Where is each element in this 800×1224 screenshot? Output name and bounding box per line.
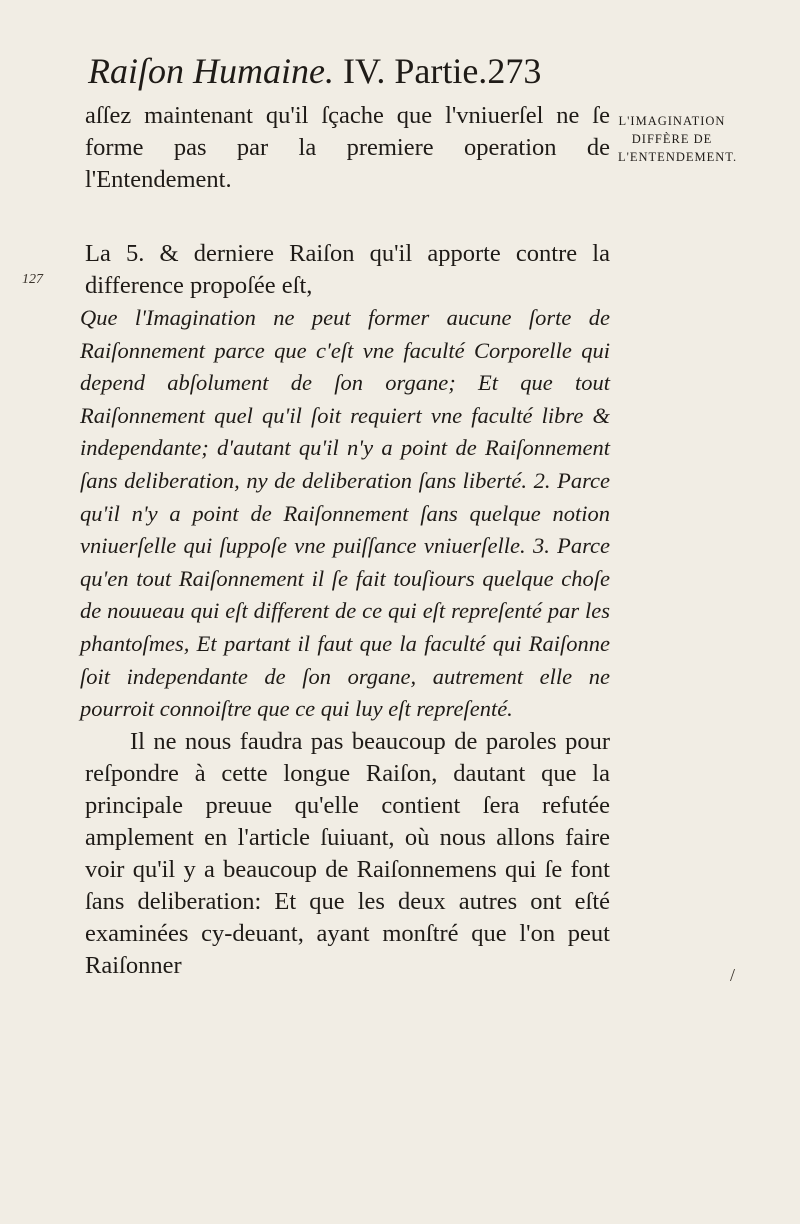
paragraph-2-intro: La 5. & derniere Raiſon qu'il apporte contre la difference propoſée eſt,	[85, 240, 610, 299]
page-number: 273	[487, 51, 542, 91]
part-label: IV. Partie.	[342, 51, 488, 91]
margin-note: L'IMAGINATION DIFFÈRE DE L'ENTENDEMENT.	[618, 114, 738, 164]
paragraph-3: Il ne nous faudra pas beaucoup de paroles pour reſpondre à cette longue Raiſon, dautant que la principale preuue qu'elle contient ſera refutée amplement en l'article ſuiuant, où nous allons faire voir qu'il y a beaucoup de Raiſonnemens qui ſe font ſans deliberation: Et que les deux autres ont eſté examinées cy-deuant, ayant monſtré que l'on peut Raiſonner	[85, 727, 610, 979]
paragraph-2-quotation: Que l'Imagination ne peut former aucune ſorte de Raiſonnement parce que c'eſt vne faculté Corporelle qui depend abſolument de ſon organe; Et que tout Raiſonnement quel qu'il ſoit requiert vne faculté libre & independante; d'autant qu'il n'y a point de Raiſonnement ſans deliberation, ny de deliberation ſans liberté. 2. Parce qu'il n'y a point de Raiſonnement ſans quelque notion vniuerſelle qui ſuppoſe vne puiſſance vniuerſelle. 3. Parce qu'en tout Raiſonnement il ſe fait touſiours quelque choſe de nouueau qui eſt different de ce qui eſt repreſenté par les phantoſmes, Et partant il faut que la faculté qui Raiſonne ſoit independante de ſon organe, autrement elle ne pourroit connoiſtre que ce qui luy eſt repreſenté.	[80, 305, 610, 722]
body-text	[40, 100, 610, 982]
margin-mark: /	[730, 965, 736, 985]
margin-number: 127	[22, 272, 43, 287]
paragraph-1: aſſez maintenant qu'il ſçache que l'vniuerſel ne ſe forme pas par la premiere operation de l'Entendement.	[85, 102, 610, 193]
running-header	[88, 50, 608, 92]
running-title: Raiſon Humaine.	[88, 51, 334, 91]
